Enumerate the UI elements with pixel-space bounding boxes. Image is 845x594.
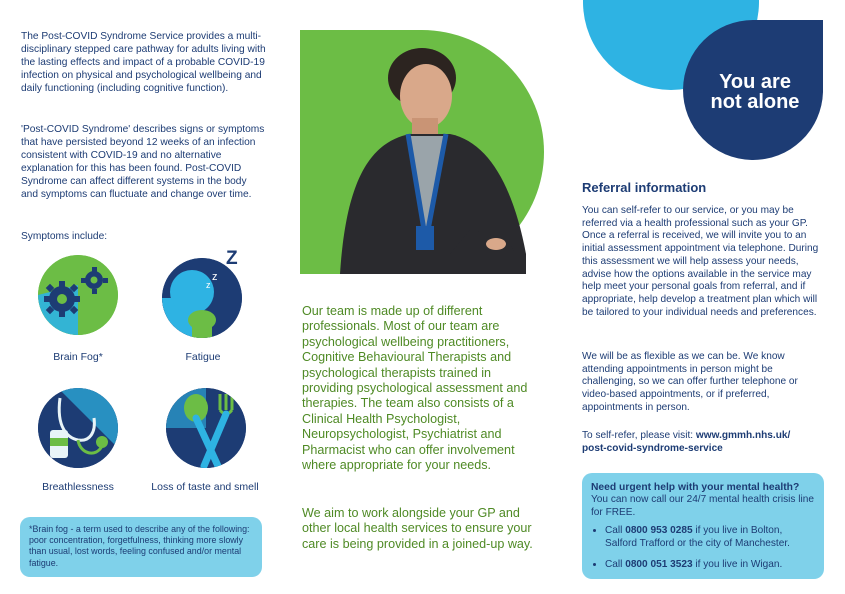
self-refer-link-1[interactable]: www.gmmh.nhs.uk/ [695,430,791,441]
helpline-item [605,525,815,551]
helpline-suffix: if you live in Wigan. [692,559,783,570]
self-refer-prefix: To self-refer, please visit: [582,430,696,441]
team-photo [300,30,544,274]
symptom-label-breathlessness: Breathlessness [42,481,114,493]
stethoscope-icon [38,388,118,468]
referral-paragraph-1: You can self-refer to our service, or you may be referred via a health professional such as your GP. Once a referral is received, we will invite you to an initial assessment appointment via telephone. During this assessment we will help assess your needs, advise how the options available in the service may help meet your personal goals from referral, and if appropriate, help develop a treatment plan which will be tailored to your individual needs and preferences. [582,205,819,318]
helpline-prefix: Call [605,559,626,570]
helpline-number-wigan[interactable]: 0800 051 3523 [625,559,693,570]
gears-icon [38,255,118,335]
referral-heading: Referral information [582,180,707,195]
badge-line-1: You are [719,71,791,93]
help-heading: Need urgent help with your mental health? [591,482,800,493]
helpline-prefix: Call [605,525,626,537]
fork-spoon-icon [166,388,246,468]
sleep-zzz-icon [162,258,242,338]
helpline-list [591,525,815,571]
symptom-label-brain-fog: Brain Fog* [53,351,103,363]
badge-line-2: not alone [710,91,800,113]
symptoms-heading: Symptoms include: [21,231,108,242]
helpline-suffix: if you live in Bolton, Salford Trafford or the city of Manchester. [605,525,790,550]
svg-text:z: z [206,280,211,290]
help-text: You can now call our 24/7 mental health crisis line for FREE. [591,494,814,518]
svg-text:z: z [212,271,218,283]
zzz-mark: Z [226,248,238,269]
intro-paragraph: The Post-COVID Syndrome Service provides a multi-disciplinary stepped care pathway for adults living with the lasting effects and impact of a probable COVID-19 infection on physical and psychological wellbeing and daily functioning (including cognitive function). [21,31,266,94]
referral-paragraph-2: We will be as flexible as we can be. We know attending appointments in person might be challenging, so we can offer further telephone or video-based appointments, or if preferred, appointments in person. [582,351,798,413]
badge-text [693,72,817,112]
self-refer-link-2[interactable]: post-covid-syndrome-service [582,442,723,454]
symptom-label-fatigue: Fatigue [185,351,221,363]
symptom-label-loss-of-taste: Loss of taste and smell [151,481,259,493]
helpline-number-manchester[interactable]: 0800 953 0285 [625,525,693,537]
helpline-item [605,559,815,572]
aim-paragraph: We aim to work alongside your GP and other local health services to ensure your care is being provided in a joined-up way. [302,506,533,551]
self-refer-line [582,430,822,455]
brain-fog-note: *Brain fog - a term used to describe any of the following: poor concentration, forgetfulness, thinking more slowly than usual, lost words, feeling confused and/or mental fatigue. [20,517,262,577]
team-description: Our team is made up of different professionals. Most of our team are psychological wellbeing practitioners, Cognitive Behavioural Therapists and psychological therapists trained in providing psychological assessment and therapies. The team also consists of a Clinical Health Psychologist, Neuropsychologist, Psychiatrist and Pharmacist who can offer involvement where appropriate for your needs. [302,304,528,473]
urgent-help-box [582,473,824,579]
definition-paragraph: 'Post-COVID Syndrome' describes signs or symptoms that have persisted beyond 12 weeks of an infection consistent with COVID-19 and no alternative explanation for this has been found. Post-COVID Syndrome can affect different systems in the body and symptoms can fluctuate and change over time. [21,124,265,200]
